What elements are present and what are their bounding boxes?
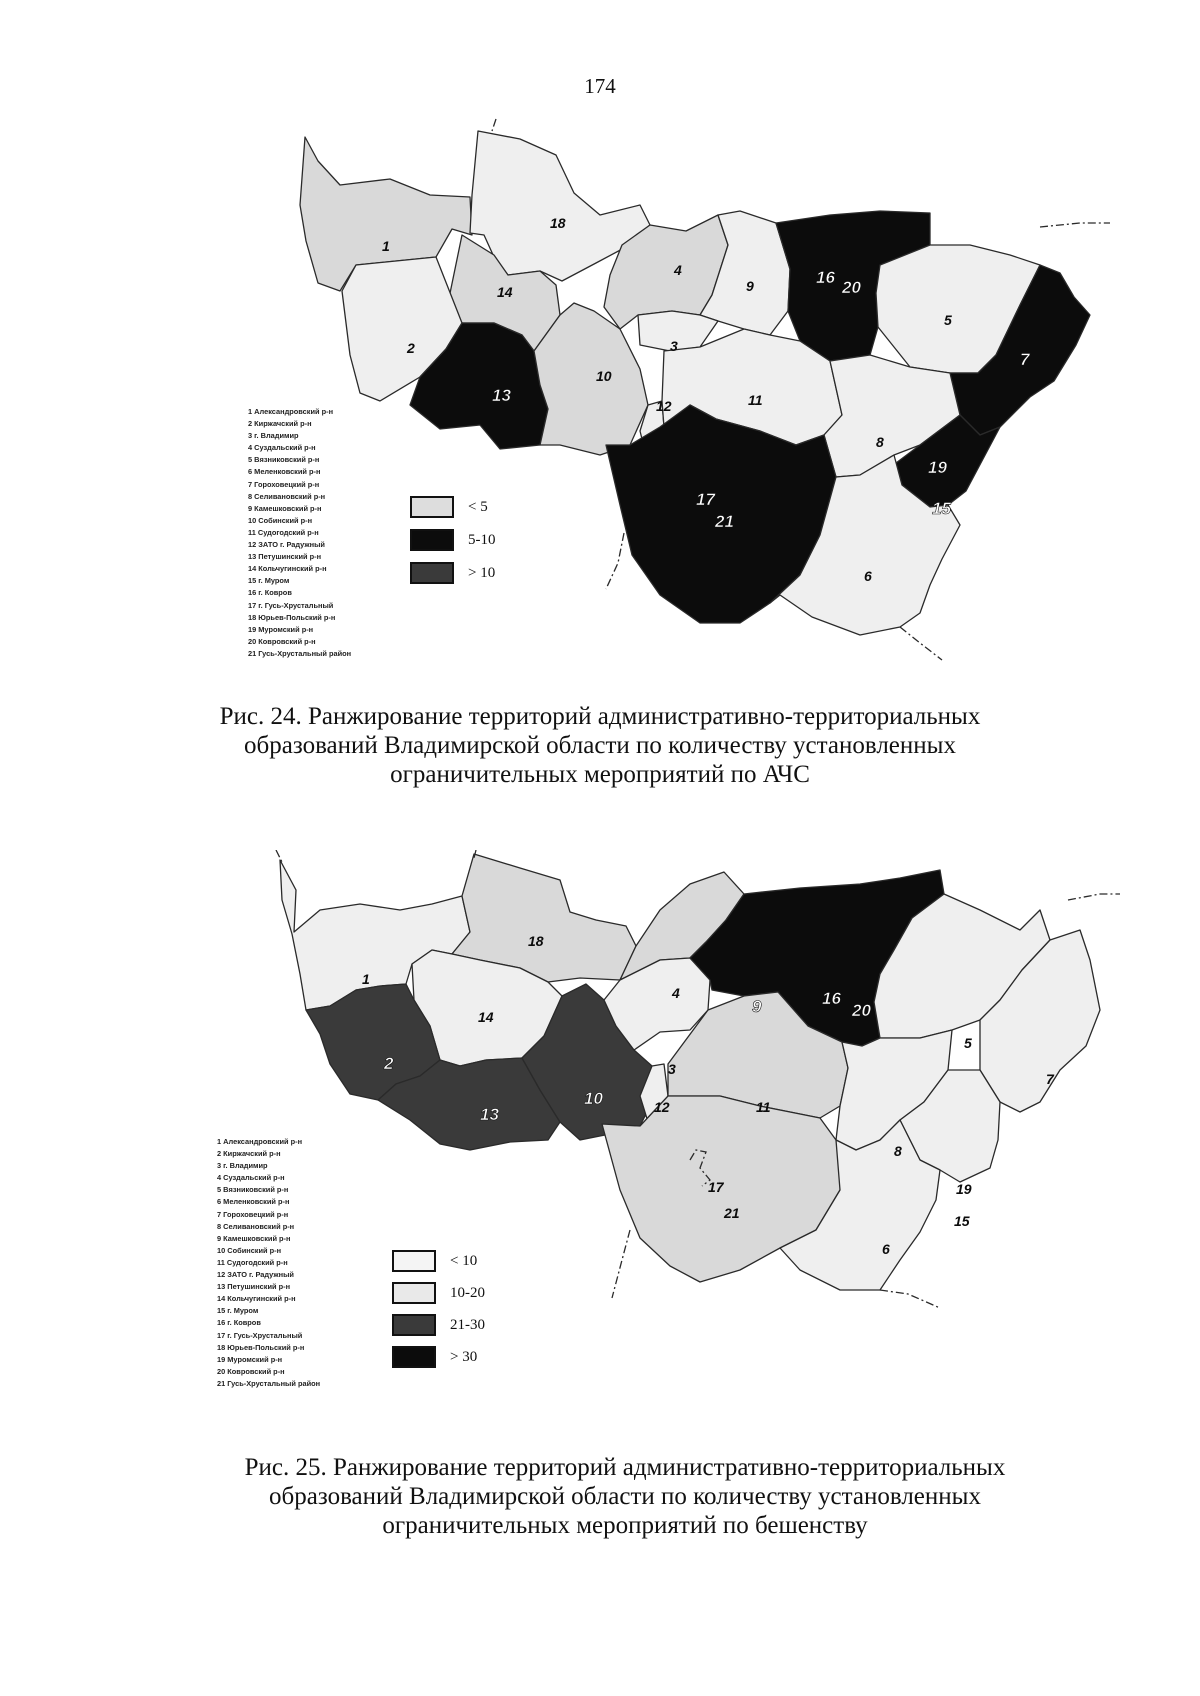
map-24-sw-border: [606, 533, 624, 589]
region-label-12: 12: [654, 1099, 670, 1115]
district-item: 19 Муромский р-н: [217, 1354, 283, 1364]
legend-label: < 10: [450, 1252, 478, 1269]
region-label-21: 21: [724, 1205, 740, 1221]
region-label-7: 7: [1046, 1071, 1054, 1087]
district-item: 11 Судогодский р-н: [248, 527, 319, 537]
legend-label: > 30: [450, 1348, 478, 1365]
district-item: 10 Собинский р-н: [248, 515, 313, 525]
district-item: 2 Киржачский р-н: [248, 419, 312, 429]
map-24-east-border: [1040, 223, 1110, 227]
region-label-3: 3: [668, 1061, 676, 1077]
legend-swatch: [392, 1314, 436, 1336]
region-label-14: 14: [497, 284, 513, 300]
map-24-north-border: [492, 119, 496, 131]
region-label-10: 10: [584, 1089, 603, 1108]
region-label-20: 20: [852, 1001, 871, 1020]
district-item: 4 Суздальский р-н: [248, 443, 316, 453]
region-label-13: 13: [480, 1105, 499, 1124]
legend-swatch: [410, 562, 454, 584]
region-label-15: 15: [954, 1213, 970, 1229]
district-item: 9 Камешковский р-н: [248, 503, 322, 513]
region-label-4: 4: [672, 985, 680, 1001]
district-item: 14 Кольчугинский р-н: [248, 564, 327, 574]
region-label-17: 17: [708, 1179, 724, 1195]
legend-label: 10-20: [450, 1284, 485, 1301]
caption-line: Рис. 25. Ранжирование территорий административно-территориальных: [244, 1454, 1006, 1481]
legend-label: 5-10: [468, 531, 496, 548]
district-item: 11 Судогодский р-н: [217, 1257, 288, 1267]
district-item: 3 г. Владимир: [248, 431, 299, 441]
region-label-1: 1: [382, 238, 390, 254]
region-label-21: 21: [715, 512, 734, 531]
region-label-1: 1: [362, 971, 370, 987]
district-item: 2 Киржачский р-н: [217, 1149, 281, 1159]
legend-label: > 10: [468, 564, 496, 581]
district-item: 5 Вязниковский р-н: [248, 455, 320, 465]
caption-line: ограничительных мероприятий по бешенству: [382, 1512, 868, 1539]
region-label-12: 12: [656, 398, 672, 414]
district-item: 14 Кольчугинский р-н: [217, 1294, 296, 1304]
region-label-13: 13: [492, 386, 511, 405]
district-item: 21 Гусь-Хрустальный район: [217, 1378, 321, 1388]
legend-label: < 5: [468, 498, 488, 515]
legend-24: [410, 493, 496, 592]
map-25: [0, 850, 1200, 1450]
district-item: 20 Ковровский р-н: [248, 636, 316, 646]
district-item: 15 г. Муром: [217, 1306, 259, 1316]
map-24-se-border: [900, 627, 942, 660]
region-label-5: 5: [964, 1035, 972, 1051]
region-label-15: 15: [932, 499, 951, 518]
district-item: 7 Гороховецкий р-н: [217, 1209, 289, 1219]
legend-swatch: [410, 496, 454, 518]
region-label-8: 8: [894, 1143, 902, 1159]
district-item: 17 г. Гусь-Хрустальный: [217, 1330, 303, 1340]
district-item: 7 Гороховецкий р-н: [248, 479, 320, 489]
district-item: 3 г. Владимир: [217, 1161, 268, 1171]
district-item: 13 Петушинский р-н: [217, 1282, 291, 1292]
map-25-sw-border: [612, 1230, 630, 1298]
map-25-east-border: [1068, 894, 1120, 900]
figure-24-caption: [0, 702, 1200, 789]
district-item: 15 г. Муром: [248, 576, 290, 586]
region-label-18: 18: [528, 933, 544, 949]
district-item: 9 Камешковский р-н: [217, 1233, 291, 1243]
district-item: 8 Селивановский р-н: [248, 491, 326, 501]
figure-24: [0, 115, 1200, 788]
district-item: 13 Петушинский р-н: [248, 552, 322, 562]
district-item: 12 ЗАТО г. Радужный: [217, 1270, 294, 1280]
region-label-16: 16: [822, 989, 841, 1008]
caption-line: Рис. 24. Ранжирование территорий административно-территориальных: [219, 703, 981, 730]
district-list-24: [248, 406, 351, 660]
region-label-2: 2: [407, 340, 415, 356]
district-item: 6 Меленковский р-н: [248, 467, 321, 477]
district-item: 17 г. Гусь-Хрустальный: [248, 600, 334, 610]
region-label-4: 4: [674, 262, 682, 278]
legend-swatch: [410, 529, 454, 551]
district-item: 18 Юрьев-Польский р-н: [248, 612, 336, 622]
region-label-19: 19: [928, 458, 947, 477]
region-label-8: 8: [876, 434, 884, 450]
legend-item: [392, 1343, 485, 1371]
region-label-11: 11: [748, 392, 763, 408]
district-item: 1 Александровский р-н: [217, 1137, 303, 1146]
district-item: 18 Юрьев-Польский р-н: [217, 1342, 305, 1352]
region-label-6: 6: [882, 1241, 890, 1257]
district-item: 19 Муромский р-н: [248, 624, 314, 634]
region-label-11: 11: [756, 1099, 771, 1115]
district-item: 10 Собинский р-н: [217, 1245, 282, 1255]
legend-swatch: [392, 1250, 436, 1272]
region-label-19: 19: [956, 1181, 972, 1197]
region-label-20: 20: [842, 278, 861, 297]
legend-item: [392, 1247, 485, 1275]
figure-25-caption: [0, 1453, 1200, 1540]
legend-25: [392, 1247, 485, 1375]
legend-item: [410, 559, 496, 587]
district-item: 4 Суздальский р-н: [217, 1173, 285, 1183]
caption-line: образований Владимирской области по количеству установленных: [269, 1483, 981, 1510]
region-label-18: 18: [550, 215, 566, 231]
region-label-14: 14: [478, 1009, 494, 1025]
region-label-16: 16: [816, 268, 835, 287]
region-label-17: 17: [696, 490, 715, 509]
region-label-10: 10: [596, 368, 612, 384]
region-label-3: 3: [670, 338, 678, 354]
figure-25: [0, 850, 1200, 1539]
region-label-9: 9: [746, 278, 754, 294]
region-label-6: 6: [864, 568, 872, 584]
map-24: [0, 115, 1200, 715]
map-25-se-border: [880, 1290, 940, 1308]
region-label-7: 7: [1020, 350, 1030, 369]
district-item: 12 ЗАТО г. Радужный: [248, 540, 325, 550]
page-number: 174: [584, 74, 616, 98]
district-item: 6 Меленковский р-н: [217, 1197, 290, 1207]
district-item: 21 Гусь-Хрустальный район: [248, 648, 352, 658]
district-item: 20 Ковровский р-н: [217, 1366, 285, 1376]
legend-swatch: [392, 1282, 436, 1304]
region-label-2: 2: [384, 1054, 394, 1073]
legend-item: [410, 526, 496, 554]
legend-swatch: [392, 1346, 436, 1368]
district-item: 1 Александровский р-н: [248, 407, 334, 416]
map-25-west-border: [276, 850, 282, 862]
legend-label: 21-30: [450, 1316, 485, 1333]
region-label-9: 9: [752, 997, 762, 1016]
district-item: 16 г. Ковров: [217, 1318, 261, 1328]
district-item: 5 Вязниковский р-н: [217, 1185, 289, 1195]
caption-line: образований Владимирской области по количеству установленных: [244, 732, 956, 759]
legend-item: [410, 493, 496, 521]
region-label-5: 5: [944, 312, 952, 328]
caption-line: ограничительных мероприятий по АЧС: [390, 761, 810, 788]
district-item: 16 г. Ковров: [248, 588, 292, 598]
legend-item: [392, 1311, 485, 1339]
district-item: 8 Селивановский р-н: [217, 1221, 295, 1231]
district-list-25: [217, 1136, 320, 1390]
legend-item: [392, 1279, 485, 1307]
